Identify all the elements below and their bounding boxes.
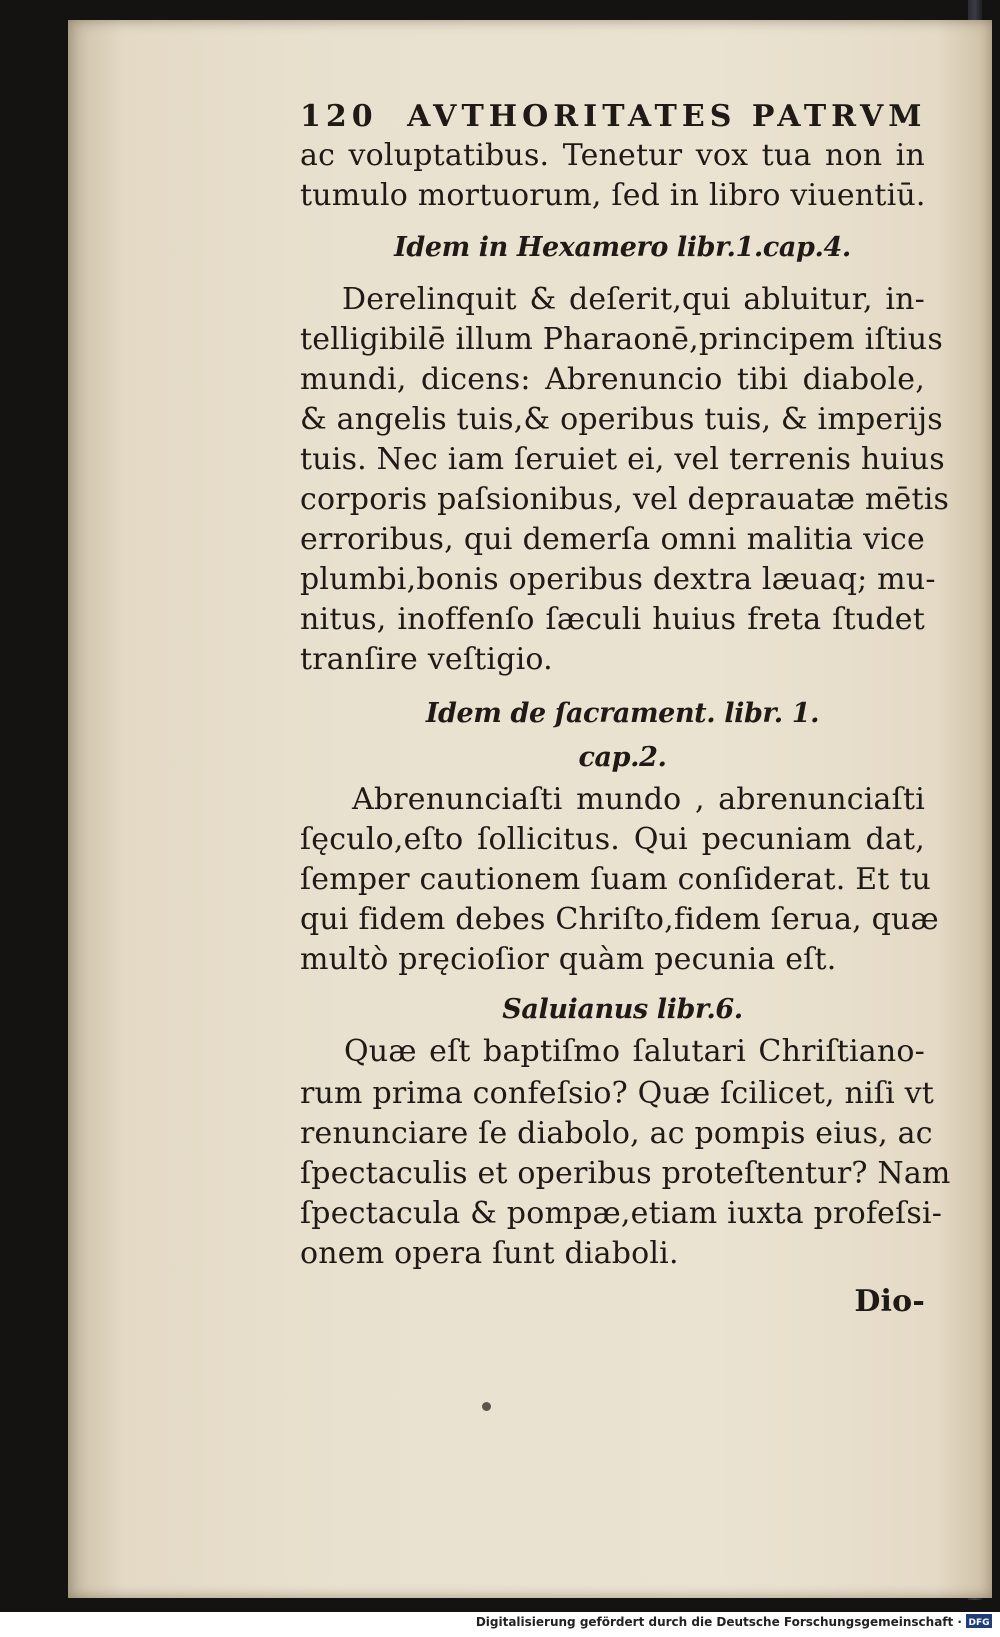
text-line: telligibilē illum Pharaonē,principem iſtius: [300, 322, 943, 357]
text-line: renunciare ſe diabolo, ac pompis eius, ac: [300, 1116, 933, 1151]
ink-speck: [482, 1402, 491, 1411]
text-line: tuis. Nec iam ſeruiet ei, vel terrenis huius: [300, 442, 945, 477]
running-title: AVTHORITATES PATRVM: [407, 99, 927, 134]
section-heading: Saluianus libr.6.: [502, 994, 743, 1025]
text-line: & angelis tuis,& operibus tuis, & imperijs: [300, 402, 943, 437]
text-line: Abrenunciaſti mundo , abrenunciaſti: [352, 782, 925, 817]
text-line: Quæ eſt baptiſmo ſalutari Chriſtiano-: [344, 1034, 925, 1069]
text-line: multò pręcioſior quàm pecunia eſt.: [300, 942, 837, 977]
text-line: corporis paſsionibus, vel deprauatæ mētis: [300, 482, 950, 517]
running-header: [300, 97, 925, 137]
text-line: mundi, dicens: Abrenuncio tibi diabole,: [300, 362, 925, 397]
section-heading: Idem de ſacrament. libr. 1.: [425, 698, 820, 729]
text-line: ſpectacula & pompæ,etiam iuxta profeſsi-: [300, 1196, 943, 1231]
dfg-logo-icon: [966, 1614, 992, 1628]
text-line: ſpectaculis et operibus proteſtentur? Nam: [300, 1156, 951, 1191]
dfg-logo-text: DFG: [968, 1618, 990, 1628]
digitization-credit: Digitalisierung gefördert durch die Deutsche Forschungsgemeinschaft ·: [475, 1615, 962, 1629]
text-line: Derelinquit & deſerit,qui abluitur, in-: [342, 282, 925, 317]
text-line: ſęculo,eſto ſollicitus. Qui pecuniam dat,: [300, 822, 925, 857]
catchword: Dio-: [854, 1284, 925, 1319]
section-heading: cap.2.: [578, 742, 667, 773]
text-line: nitus, inoffenſo ſæculi huius freta ſtudet: [300, 602, 925, 637]
text-line: erroribus, qui demerſa omni malitia vice: [300, 522, 925, 557]
section-heading: Idem in Hexamero libr.1.cap.4.: [394, 232, 851, 263]
text-line: ſemper cautionem ſuam conſiderat. Et tu: [300, 862, 932, 897]
text-line: qui fidem debes Chriſto,fidem ſerua, quæ: [300, 902, 939, 937]
text-line: onem opera ſunt diaboli.: [300, 1236, 679, 1271]
page-number: 120: [300, 99, 378, 134]
text-line: ac voluptatibus. Tenetur vox tua non in: [300, 138, 925, 173]
text-line: tumulo mortuorum, ſed in libro viuentiū.: [300, 178, 926, 213]
text-line: tranſire veſtigio.: [300, 642, 553, 677]
text-line: plumbi,bonis operibus dextra læuaq; mu-: [300, 562, 936, 597]
text-line: rum prima confeſsio? Quæ ſcilicet, niſi vt: [300, 1076, 935, 1111]
